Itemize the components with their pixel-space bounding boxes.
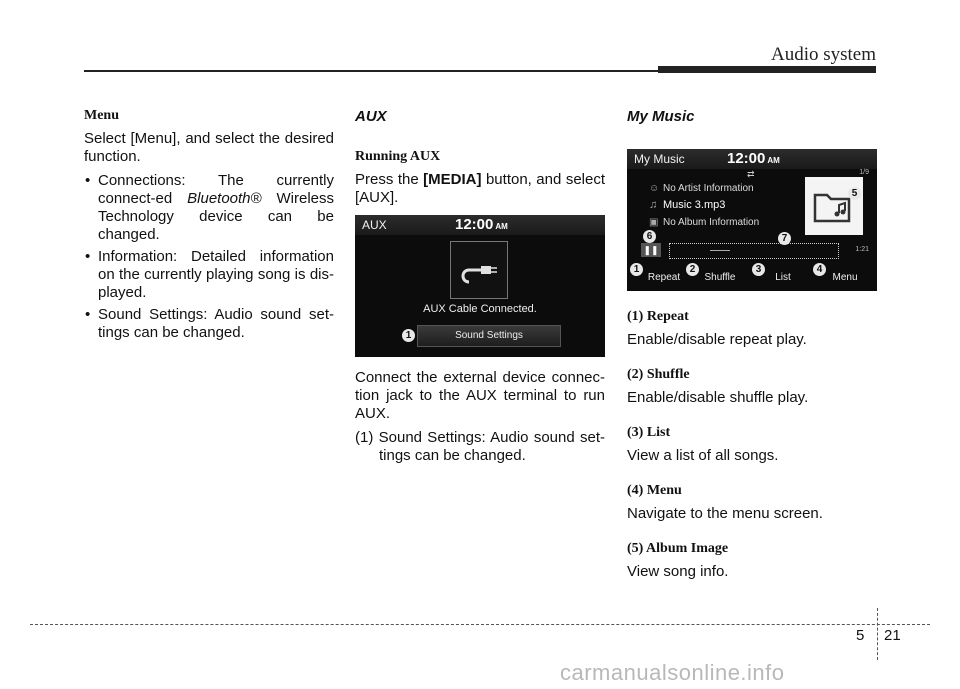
track-line: ♫ Music 3.mp3 [649,199,726,211]
bluetooth-term: Bluetooth® [187,190,262,207]
artist-icon: ☺ [649,183,660,194]
album-art-image[interactable] [805,177,863,235]
page-number: 21 [884,627,901,644]
item-repeat-title: (1) Repeat [627,309,689,324]
album-icon: ▣ [649,217,659,228]
shuffle-button[interactable]: Shuffle [704,272,736,283]
marker-1: 1 [402,329,415,342]
track-count: 1/9 [859,169,869,176]
marker-3: 3 [752,263,765,276]
aux-item-1: (1) Sound Settings: Audio sound set-tings can be changed. [355,429,605,464]
marker-6: 6 [643,230,656,243]
chapter-number: 5 [856,627,865,644]
marker-7: 7 [778,232,791,245]
aux-description: Connect the external device connec-tion jack to the AUX terminal to run AUX. [355,369,605,422]
my-music-screen [627,149,877,291]
footer-rule [30,624,930,625]
pause-button[interactable]: ❚❚ [641,243,661,257]
repeat-button[interactable]: Repeat [647,272,681,283]
section-title: Audio system [770,44,876,65]
my-music-heading: My Music [627,108,695,125]
item-album-image-desc: View song info. [627,563,729,580]
item-list-title: (3) List [627,425,671,440]
bullet-sound-settings: • Sound Settings: Audio sound set-tings can be changed. [84,306,334,342]
media-button-label: [MEDIA] [423,171,482,188]
running-aux-heading: Running AUX [355,149,441,164]
item-list-desc: View a list of all songs. [627,447,779,464]
progress-bar[interactable] [669,243,839,259]
footer-divider [877,608,878,660]
aux-screen-title: AUX [362,218,387,232]
item-menu-title: (4) Menu [627,483,682,498]
bullet-connections: • Connections: The currently connect-ed Bluetooth® Wireless Technology device can be changed. [84,172,334,244]
item-shuffle-title: (2) Shuffle [627,367,690,382]
item-album-image-title: (5) Album Image [627,541,729,556]
aux-heading: AUX [355,108,387,125]
aux-screen [355,215,605,357]
item-repeat-desc: Enable/disable repeat play. [627,331,807,348]
my-music-section [627,108,879,587]
marker-2: 2 [686,263,699,276]
menu-heading: Menu [84,108,119,123]
my-music-screen-title: My Music [634,152,685,166]
menu-intro: Select [Menu], and select the desired function. [84,130,334,165]
item-menu-desc: Navigate to the menu screen. [627,505,823,522]
my-music-items [627,309,879,581]
menu-button[interactable]: Menu [832,272,858,283]
aux-press-instruction: Press the [MEDIA] button, and select [AUX]. [355,171,605,206]
menu-bullets [84,172,334,342]
marker-5: 5 [848,187,861,200]
my-music-screen-clock: 12:00 AM [727,150,780,167]
header-bar [658,66,876,73]
sound-settings-button[interactable]: Sound Settings [417,325,561,347]
bullet-information: • Information: Detailed information on the currently playing song is dis-played. [84,248,334,302]
playback-time: 1:21 [855,246,869,253]
aux-cable-icon [450,241,508,299]
item-shuffle-desc: Enable/disable shuffle play. [627,389,809,406]
aux-screen-clock: 12:00 AM [455,216,508,233]
menu-section [84,108,334,346]
album-line: ▣ No Album Information [649,217,760,228]
list-button[interactable]: List [775,272,791,283]
artist-line: ☺ No Artist Information [649,183,754,194]
marker-1: 1 [630,263,643,276]
music-note-icon: ♫ [649,199,658,211]
aux-status-text: AUX Cable Connected. [423,303,537,315]
marker-4: 4 [813,263,826,276]
aux-section [355,108,605,465]
repeat-status-icon: ⇄ [747,169,755,179]
watermark: carmanualsonline.info [560,660,785,685]
